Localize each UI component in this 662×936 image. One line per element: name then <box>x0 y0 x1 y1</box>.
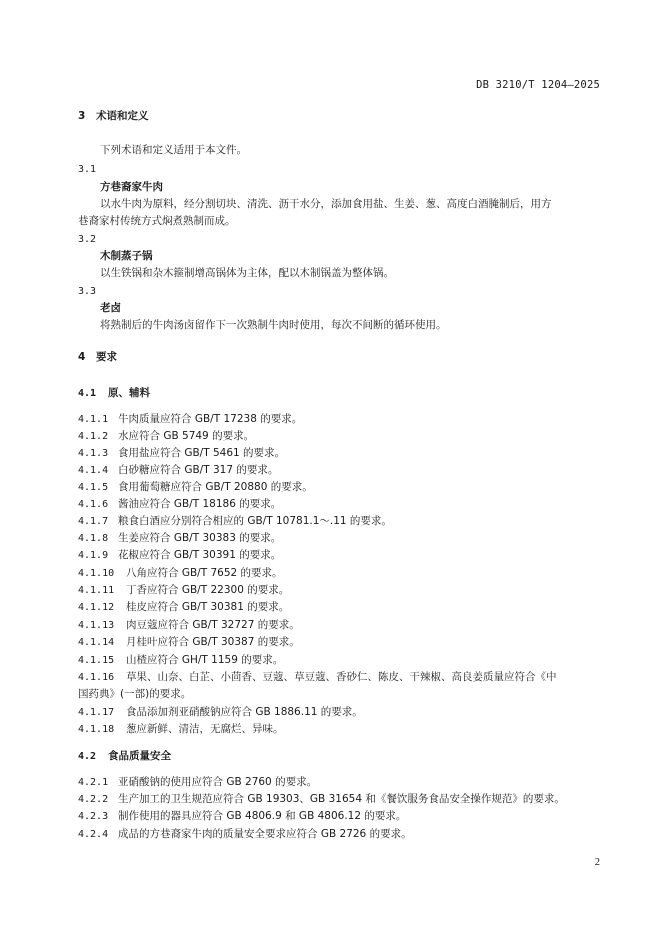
item-number: 4.1.16 <box>78 672 115 683</box>
item-text: 草果、山奈、白芷、小茴香、豆蔻、草豆蔻、香砂仁、陈皮、干辣椒、高良姜质量应符合《中 <box>126 671 557 683</box>
item-text: 亚硝酸钠的使用应符合 GB 2760 的要求。 <box>118 776 318 788</box>
item-text: 八角应符合 GB/T 7652 的要求。 <box>126 567 283 579</box>
item-text: 丁香应符合 GB/T 22300 的要求。 <box>126 584 290 596</box>
item-number: 4.1.1 <box>78 414 109 425</box>
item-number: 4.1.7 <box>78 516 109 527</box>
item-number: 4.1.11 <box>78 585 115 596</box>
list-item <box>78 722 284 737</box>
item-text: 食用盐应符合 GB/T 5461 的要求。 <box>118 447 286 459</box>
item-text: 粮食白酒应分别符合相应的 GB/T 10781.1～.11 的要求。 <box>118 515 392 527</box>
subsection-number: 4.2 <box>78 751 97 762</box>
subsection-4-2-heading <box>78 749 171 764</box>
term-definition-cont: 巷裔家村传统方式焖煮熟制而成。 <box>78 215 236 227</box>
list-item <box>78 775 317 790</box>
item-number: 4.2.3 <box>78 811 109 822</box>
term-number: 3.2 <box>78 234 97 245</box>
section-title: 术语和定义 <box>96 110 149 122</box>
list-item <box>78 827 412 842</box>
list-item <box>78 792 565 807</box>
item-text: 牛肉质量应符合 GB/T 17238 的要求。 <box>118 413 303 425</box>
list-item <box>78 600 289 615</box>
item-text: 食品添加剂亚硝酸钠应符合 GB 1886.11 的要求。 <box>126 706 363 718</box>
list-item <box>78 429 254 444</box>
section-number: 4 <box>78 351 86 363</box>
section-number: 3 <box>78 110 86 122</box>
item-number: 4.1.4 <box>78 465 109 476</box>
item-text: 肉豆蔻应符合 GB/T 32727 的要求。 <box>126 619 300 631</box>
item-text: 白砂糖应符合 GB/T 317 的要求。 <box>118 464 279 476</box>
item-text: 山楂应符合 GH/T 1159 的要求。 <box>126 654 284 666</box>
section-4-heading <box>78 350 117 365</box>
item-number: 4.1.14 <box>78 637 115 648</box>
list-item <box>78 497 281 512</box>
list-item <box>78 412 302 427</box>
list-item-continuation: 国药典》(一部)的要求。 <box>78 688 192 700</box>
item-number: 4.2.4 <box>78 829 109 840</box>
list-item <box>78 463 278 478</box>
term-name: 老卤 <box>100 302 121 314</box>
term-name: 方巷裔家牛肉 <box>100 181 163 193</box>
list-item <box>78 514 392 529</box>
term-number: 3.1 <box>78 164 97 175</box>
list-item <box>78 583 289 598</box>
page-number: 2 <box>594 857 600 868</box>
section-title: 要求 <box>96 351 117 363</box>
item-number: 4.1.13 <box>78 620 115 631</box>
term-definition: 以水牛肉为原料，经分割切块、清洗、沥干水分，添加食用盐、生姜、葱、高度白酒腌制后，用方 <box>100 198 552 210</box>
document-code: DB 3210/T 1204—2025 <box>476 79 600 91</box>
item-number: 4.1.12 <box>78 602 115 613</box>
item-text: 花椒应符合 GB/T 30391 的要求。 <box>118 549 282 561</box>
item-text: 月桂叶应符合 GB/T 30387 的要求。 <box>126 636 300 648</box>
item-number: 4.1.2 <box>78 431 109 442</box>
item-number: 4.2.2 <box>78 794 109 805</box>
item-text: 水应符合 GB 5749 的要求。 <box>118 430 255 442</box>
item-text: 食用葡萄糖应符合 GB/T 20880 的要求。 <box>118 481 313 493</box>
subsection-4-1-heading <box>78 386 150 401</box>
item-number: 4.1.6 <box>78 499 109 510</box>
list-item <box>78 809 406 824</box>
item-number: 4.1.3 <box>78 448 109 459</box>
list-item <box>78 531 281 546</box>
item-number: 4.1.8 <box>78 533 109 544</box>
item-number: 4.1.9 <box>78 550 109 561</box>
term-number: 3.3 <box>78 286 97 297</box>
term-definition: 将熟制后的牛肉汤卤留作下一次熟制牛肉时使用，每次不间断的循环使用。 <box>100 319 447 331</box>
item-text: 桂皮应符合 GB/T 30381 的要求。 <box>126 601 290 613</box>
item-number: 4.1.17 <box>78 707 115 718</box>
list-item <box>78 635 300 650</box>
section-3-heading <box>78 109 149 124</box>
subsection-number: 4.1 <box>78 388 97 399</box>
item-number: 4.1.18 <box>78 724 115 735</box>
list-item <box>78 480 313 495</box>
item-text: 生姜应符合 GB/T 30383 的要求。 <box>118 532 282 544</box>
item-number: 4.2.1 <box>78 777 109 788</box>
subsection-title: 食品质量安全 <box>108 750 171 762</box>
list-item <box>78 653 283 668</box>
item-text: 生产加工的卫生规范应符合 GB 19303、GB 31654 和《餐饮服务食品安全操作规范》的要求。 <box>118 793 565 805</box>
term-name: 木制蒸子锅 <box>100 250 153 262</box>
list-item <box>78 548 281 563</box>
item-number: 4.1.15 <box>78 655 115 666</box>
item-text: 制作使用的器具应符合 GB 4806.9 和 GB 4806.12 的要求。 <box>118 810 407 822</box>
item-text: 酱油应符合 GB/T 18186 的要求。 <box>118 498 282 510</box>
item-text: 成品的方巷裔家牛肉的质量安全要求应符合 GB 2726 的要求。 <box>118 828 412 840</box>
item-number: 4.1.10 <box>78 568 115 579</box>
list-item <box>78 566 283 581</box>
list-item <box>78 705 363 720</box>
term-definition: 以生铁锅和杂木箍制增高锅体为主体，配以木制锅盖为整体锅。 <box>100 267 394 279</box>
list-item <box>78 446 285 461</box>
list-item <box>78 670 557 685</box>
subsection-title: 原、辅料 <box>108 387 150 399</box>
section-3-intro: 下列术语和定义适用于本文件。 <box>100 144 247 156</box>
item-text: 葱应新鲜、清洁，无腐烂、异味。 <box>126 723 284 735</box>
list-item <box>78 618 300 633</box>
item-number: 4.1.5 <box>78 482 109 493</box>
